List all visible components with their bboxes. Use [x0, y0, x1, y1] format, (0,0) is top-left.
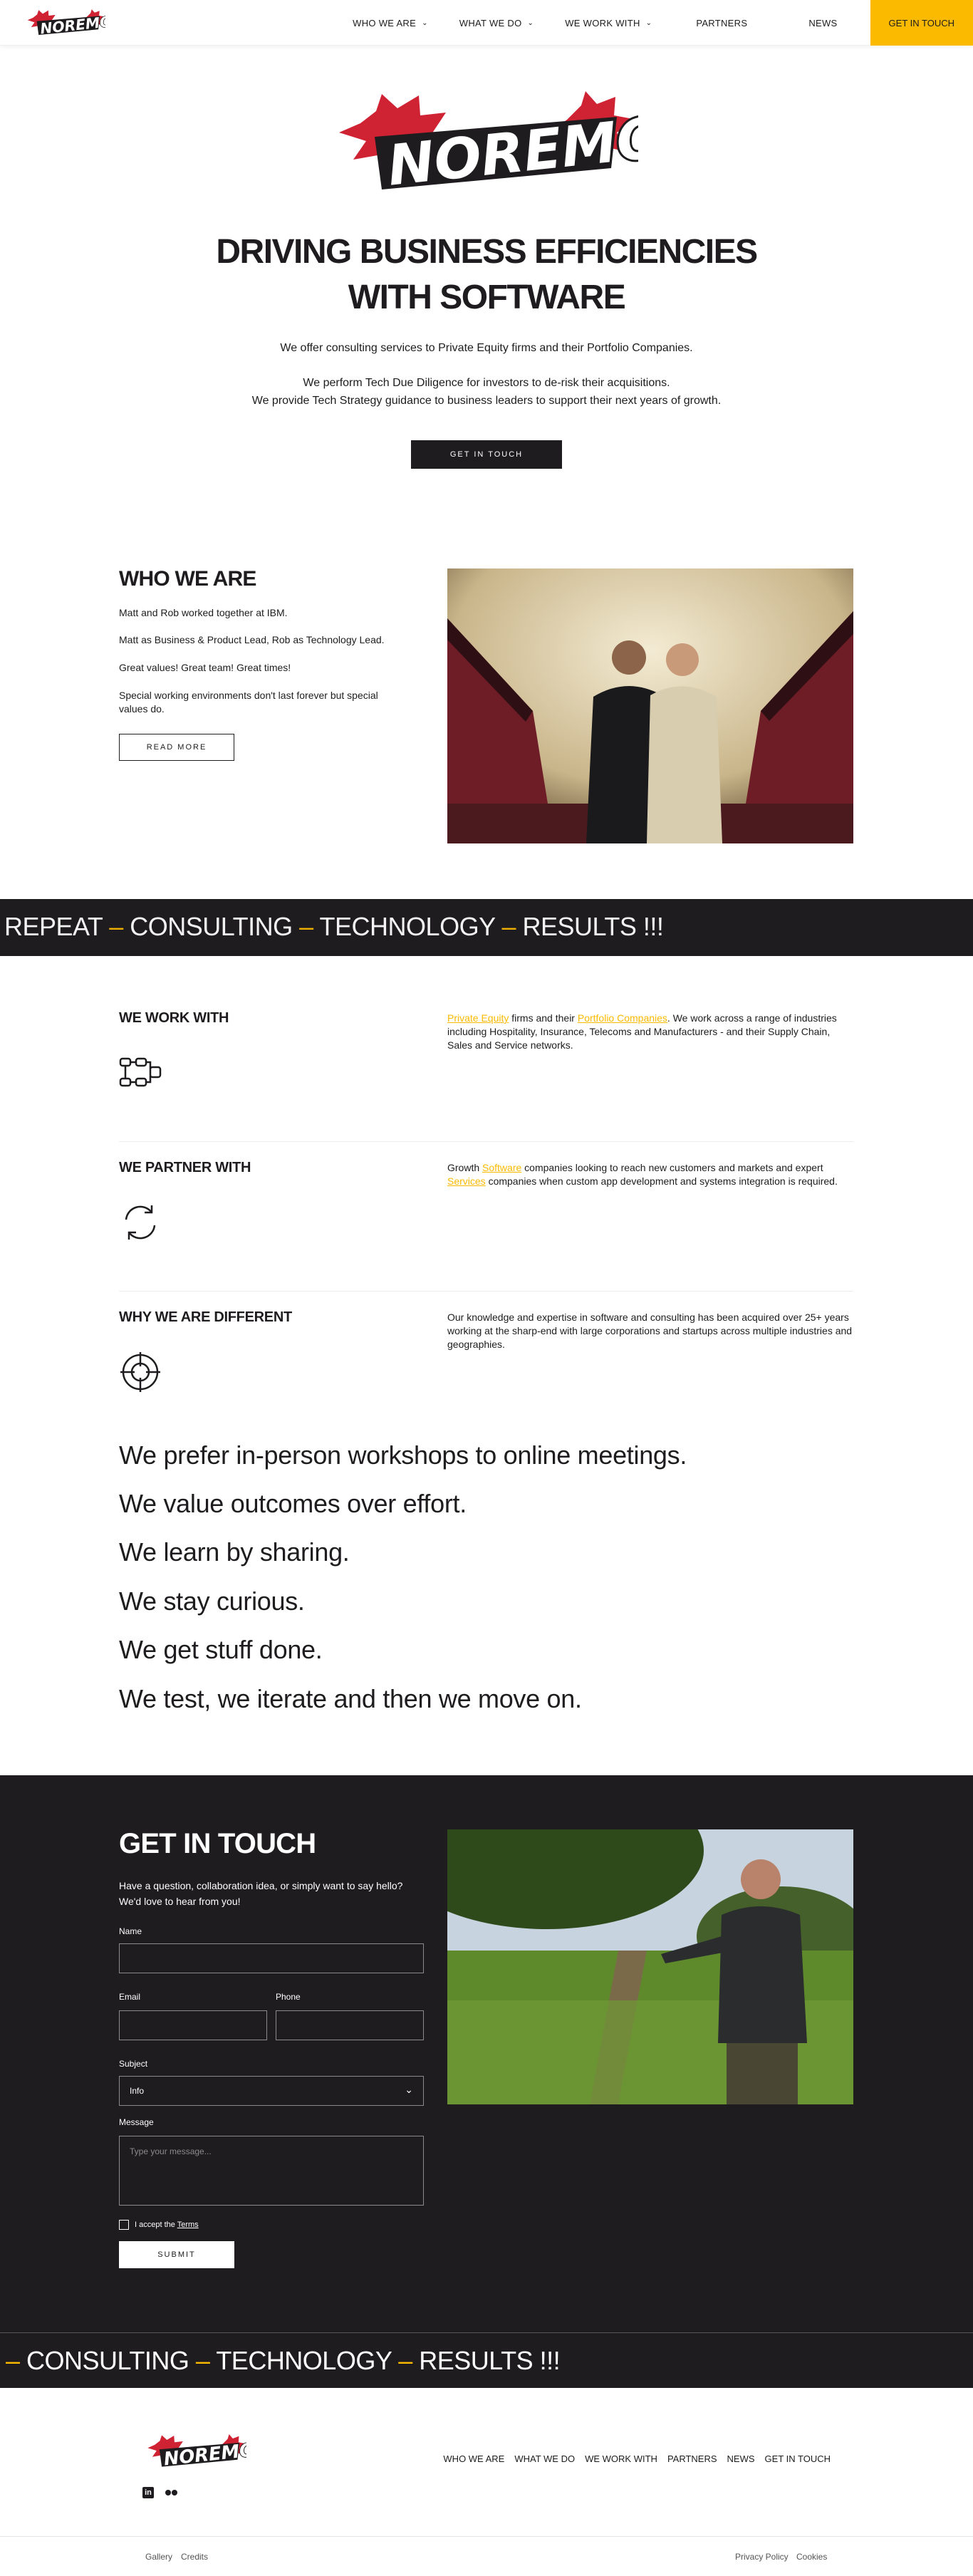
partner-with-title: WE PARTNER WITH: [119, 1160, 251, 1175]
text-span: Growth: [447, 1162, 483, 1173]
accept-terms-label: [135, 2221, 199, 2229]
header-logo[interactable]: [26, 7, 105, 38]
phone-label: Phone: [276, 1992, 301, 2002]
value-statement: We value outcomes over effort.: [119, 1489, 467, 1518]
hero-text-1: We offer consulting services to Private Equity firms and their Portfolio Companies.: [280, 342, 693, 354]
refresh-icon: [119, 1201, 162, 1244]
hero-title-line: DRIVING BUSINESS EFFICIENCIES: [216, 233, 757, 271]
header-get-in-touch-button[interactable]: GET IN TOUCH: [870, 0, 973, 46]
who-title: WHO WE ARE: [119, 567, 256, 591]
team-photo: [447, 568, 853, 843]
value-statement: We prefer in-person workshops to online meetings.: [119, 1440, 687, 1470]
ticker-word: TECHNOLOGY: [216, 2346, 392, 2375]
linkedin-icon[interactable]: in: [142, 2487, 154, 2498]
ticker-word: CONSULTING: [130, 912, 293, 941]
dash-icon: –: [6, 2346, 20, 2375]
flickr-icon[interactable]: [165, 2490, 178, 2496]
gallery-link[interactable]: Gallery: [145, 2552, 173, 2562]
nav-label: NEWS: [808, 17, 838, 28]
dash-icon: –: [299, 912, 313, 941]
work-with-text: [447, 1012, 853, 1052]
who-text-3: Great values! Great team! Great times!: [119, 662, 291, 673]
nav-label: WE WORK WITH: [565, 17, 640, 28]
nav-who-we-are[interactable]: [337, 0, 444, 46]
nav-label: WHAT WE DO: [459, 17, 522, 28]
target-icon: [119, 1351, 162, 1393]
footer-nav-what-we-do[interactable]: WHAT WE DO: [514, 2453, 576, 2464]
value-statement: We stay curious.: [119, 1586, 305, 1616]
footer-nav: [443, 2453, 831, 2464]
site-header: [0, 0, 973, 46]
dash-icon: –: [398, 2346, 412, 2375]
message-placeholder: Type your message...: [130, 2146, 212, 2156]
ticker-word: CONSULTING: [26, 2346, 189, 2375]
nav-label: WHO WE ARE: [353, 17, 417, 28]
who-text-2: Matt as Business & Product Lead, Rob as Technology Lead.: [119, 634, 385, 645]
who-text-4: Special working environments don't last forever but special values do.: [119, 690, 378, 715]
partner-with-text: [447, 1161, 853, 1188]
footer-nav-who-we-are[interactable]: WHO WE ARE: [443, 2453, 505, 2464]
network-icon: [119, 1053, 162, 1096]
services-link[interactable]: Services: [447, 1175, 486, 1187]
accept-terms-checkbox[interactable]: [119, 2220, 129, 2230]
text-span: companies when custom app development and systems integration is required.: [485, 1175, 838, 1187]
text-span: firms and their: [509, 1012, 578, 1024]
nav-label: PARTNERS: [696, 17, 748, 28]
work-with-title: WE WORK WITH: [119, 1010, 229, 1026]
subject-label: Subject: [119, 2059, 148, 2069]
phone-input[interactable]: [276, 2010, 424, 2040]
contact-photo: [447, 1829, 853, 2104]
name-label: Name: [119, 1926, 142, 1936]
subject-value: Info: [130, 2086, 145, 2096]
nav-what-we-do[interactable]: [444, 0, 549, 46]
chevron-down-icon: ⌄: [405, 2084, 413, 2095]
nav-we-work-with[interactable]: [549, 0, 667, 46]
different-text: Our knowledge and expertise in software and consulting has been acquired over 25+ years working at the sharp-end with large corporations and startups across multiple industries and geographies.: [447, 1312, 853, 1350]
ticker-text: [6, 2346, 560, 2376]
terms-link[interactable]: Terms: [177, 2221, 199, 2229]
ticker-word: RESULTS !!!: [522, 912, 664, 941]
footer-nav-partners[interactable]: PARTNERS: [667, 2453, 717, 2464]
footer-nav-get-in-touch[interactable]: GET IN TOUCH: [764, 2453, 831, 2464]
nav-news[interactable]: [776, 0, 870, 46]
cookies-link[interactable]: Cookies: [796, 2552, 828, 2562]
hero-title: [0, 229, 973, 321]
hero-title-line: WITH SOFTWARE: [348, 279, 625, 316]
portfolio-companies-link[interactable]: Portfolio Companies: [577, 1012, 667, 1024]
software-link[interactable]: Software: [482, 1162, 522, 1173]
credits-link[interactable]: Credits: [181, 2552, 209, 2562]
text-span: . We work across a range of industries including Hospitality, Insurance, Telecoms and Manufacturers - and their Supply Chain, Sales and Service networks.: [447, 1012, 837, 1051]
email-input[interactable]: [119, 2010, 267, 2040]
dash-icon: –: [501, 912, 516, 941]
footer-nav-news[interactable]: NEWS: [727, 2453, 755, 2464]
value-statement: We test, we iterate and then we move on.: [119, 1684, 582, 1713]
dash-icon: –: [109, 912, 123, 941]
read-more-button[interactable]: READ MORE: [119, 734, 234, 761]
contact-intro: Have a question, collaboration idea, or simply want to say hello? We'd love to hear from you!: [119, 1880, 403, 1907]
ticker-word: RESULTS !!!: [419, 2346, 561, 2375]
chevron-down-icon: ⌄: [422, 19, 428, 27]
hero-get-in-touch-button[interactable]: GET IN TOUCH: [411, 440, 562, 469]
email-label: Email: [119, 1992, 141, 2002]
ticker-text: [4, 912, 663, 942]
hero-text-2: We perform Tech Due Diligence for investors to de-risk their acquisitions.: [303, 377, 670, 389]
text-span: companies looking to reach new customers and markets and expert: [521, 1162, 823, 1173]
who-text-1: Matt and Rob worked together at IBM.: [119, 607, 288, 618]
ticker-band-2: [0, 2332, 973, 2388]
main-nav: [337, 0, 973, 46]
value-statement: We get stuff done.: [119, 1635, 323, 1664]
chevron-down-icon: ⌄: [645, 19, 652, 27]
submit-button[interactable]: SUBMIT: [119, 2241, 234, 2268]
privacy-policy-link[interactable]: Privacy Policy: [735, 2552, 789, 2562]
divider: [119, 1291, 853, 1292]
ticker-word: TECHNOLOGY: [319, 912, 495, 941]
hero-logo: [332, 91, 638, 194]
name-input[interactable]: [119, 1943, 424, 1973]
divider: [119, 1141, 853, 1142]
footer-nav-we-work-with[interactable]: WE WORK WITH: [585, 2453, 657, 2464]
private-equity-link[interactable]: Private Equity: [447, 1012, 509, 1024]
ticker-band: [0, 899, 973, 956]
value-statement: We learn by sharing.: [119, 1537, 350, 1567]
dash-icon: –: [195, 2346, 210, 2375]
contact-title: GET IN TOUCH: [119, 1828, 316, 1859]
nav-partners[interactable]: [667, 0, 776, 46]
footer-logo[interactable]: [145, 2434, 246, 2469]
message-textarea[interactable]: [119, 2136, 424, 2206]
text-span: I accept the: [135, 2221, 177, 2229]
footer-divider: [0, 2536, 973, 2537]
chevron-down-icon: ⌄: [527, 19, 534, 27]
message-label: Message: [119, 2117, 154, 2127]
ticker-word: REPEAT: [4, 912, 103, 941]
different-title: WHY WE ARE DIFFERENT: [119, 1309, 292, 1325]
subject-select[interactable]: [119, 2076, 424, 2106]
hero-text-3: We provide Tech Strategy guidance to business leaders to support their next years of growth.: [251, 395, 722, 407]
